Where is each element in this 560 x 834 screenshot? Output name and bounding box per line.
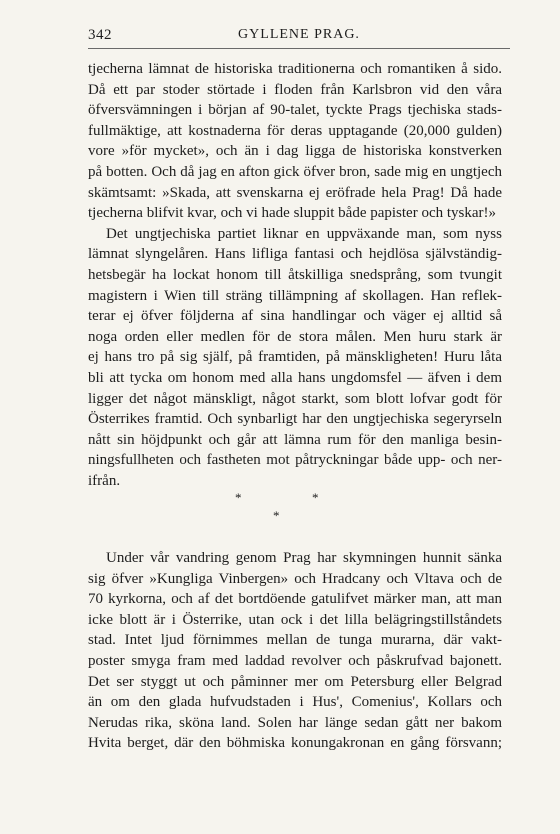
text-line: Det ser styggt ut och påminner mer om Petersburg eller Belgrad xyxy=(88,673,502,690)
text-line: tjecherna blifvit kvar, och vi hade sluppit både papister och tyskar!» xyxy=(88,205,497,222)
text-line: Under vår vandring genom Prag har skymningen hunnit sänka xyxy=(106,550,502,566)
text-line: hetsbegär ha lockat honom till åtskilliga snedsprång, som tvungit xyxy=(88,266,502,283)
text-line: Då ett par stoder störtade i floden från Karlsbron vid den våra xyxy=(88,81,502,98)
body-text-upper xyxy=(88,59,502,491)
asterisk-left: * xyxy=(235,490,242,505)
body-text-lower xyxy=(88,548,502,754)
text-line: terar ej öfver följderna af sina handlingar och väger ej alltid så xyxy=(88,308,502,325)
text-line: poster smyga fram med laddad revolver och påskrufvad bajonett. xyxy=(88,652,502,669)
section-separator xyxy=(88,490,502,530)
text-line: stad. Intet ljud förnimmes mellan de tunga murarna, där vakt- xyxy=(88,632,502,649)
text-line: ifrån. xyxy=(88,472,121,489)
text-line: än om den glada hufvudstaden i Hus', Comenius', Kollars och xyxy=(88,694,502,711)
text-line: 70 kyrkorna, och af det bortdöende gatulifvet märker man, att man xyxy=(88,591,502,608)
text-line: magistern i Wien till sträng tillämpning af skollagen. Han reflek- xyxy=(88,287,502,304)
text-line: bli att tycka om honom med alla hans ungdomsfel — äfven i dem xyxy=(88,369,502,386)
text-line: öfversvämningen i början af 90-talet, tyckte Prags tjechiska stads- xyxy=(88,102,502,119)
text-line: sig öfver »Kungliga Vinbergen» och Hradcany och Vltava och de xyxy=(88,570,502,587)
header-rule xyxy=(88,48,510,49)
text-line: nått sin höjdpunkt och går att lämna rum för den manliga besin- xyxy=(88,431,502,448)
text-line: skämtsamt: »Skada, att svenskarna ej eröfrade hela Prag! Då hade xyxy=(88,184,502,201)
text-line: ningsfullheten och fastheten mot påtryckningar både upp- och ner- xyxy=(88,452,502,469)
asterisk-bottom: * xyxy=(273,508,280,523)
page-number: 342 xyxy=(88,27,112,43)
text-line: ej hans tro på sig själf, på framtiden, på mänskligheten! Huru låta xyxy=(88,349,502,366)
text-line: på botten. Och då jag en afton gick öfver bron, sade mig en ungtjech xyxy=(88,163,502,180)
text-line: noga orden eller medlen för de stora målen. Men huru stark är xyxy=(88,328,502,345)
text-line: Österrikes framtid. Och synbarligt har den ungtjechiska segeryrseln xyxy=(88,411,502,428)
text-line: Nerudas rika, sköna land. Solen har länge sedan gått ner bakom xyxy=(88,714,502,731)
text-line: fullmäktige, att kostnaderna för deras upptagande (20,000 gulden) xyxy=(88,122,502,139)
text-line: Det ungtjechiska partiet liknar en uppväxande man, som nyss xyxy=(106,225,502,242)
running-title: GYLLENE PRAG. xyxy=(238,27,360,42)
text-line: ligger det något mänskligt, något starkt, som blott lofvar godt för xyxy=(88,390,502,407)
page-header xyxy=(88,27,510,47)
text-line: vore »för mycket», och än i dag ligga de historiska konstverken xyxy=(88,143,502,160)
asterisk-right: * xyxy=(312,490,319,505)
text-line: lämnat slyngelåren. Hans lifliga fantasi och hejdlösa självständig- xyxy=(88,246,502,263)
text-line: tjecherna lämnat de historiska traditionerna och romantiken å sido. xyxy=(88,61,502,77)
text-line: icke blott är i Österrike, utan ock i det lilla belägringstillståndets xyxy=(88,611,502,628)
text-line: Hvita berget, där den böhmiska konungakronan en gång försvann; xyxy=(88,735,502,752)
